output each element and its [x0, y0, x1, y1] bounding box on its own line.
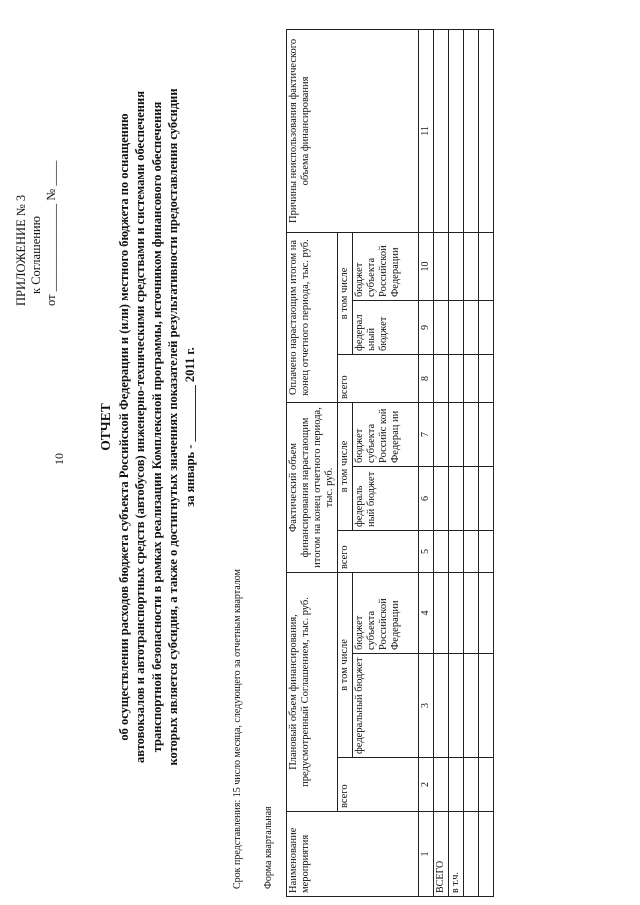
table-cell — [434, 232, 449, 300]
row-label-including: в т.ч. — [449, 812, 464, 897]
table-cell — [434, 402, 449, 466]
header-subject-budget: бюджет субъекта Российской Федерации — [353, 573, 419, 654]
table-cell — [479, 758, 494, 812]
table-cell — [449, 402, 464, 466]
submission-deadline: Срок представления: 15 число месяца, следующего за отчетным кварталом — [232, 569, 243, 889]
table-cell — [479, 654, 494, 758]
column-number: 7 — [419, 402, 434, 466]
header-subject-budget: бюджет субъекта Российс кой Федерац ии — [353, 402, 419, 466]
table-cell — [449, 354, 464, 402]
table-cell — [464, 467, 479, 531]
table-cell — [479, 531, 494, 573]
report-title — [98, 67, 198, 787]
table-cell — [434, 654, 449, 758]
table-cell — [449, 467, 464, 531]
table-cell — [479, 354, 494, 402]
table-cell — [434, 29, 449, 232]
appendix-title: ПРИЛОЖЕНИЕ № 3 — [14, 194, 28, 306]
form-type: Форма квартальная — [263, 806, 274, 889]
header-federal-budget: федеральный бюджет — [353, 654, 419, 758]
header-planned-funding: Плановый объем финансирования, предусмотренный Соглашением, тыс. руб. — [287, 573, 338, 812]
table-cell — [464, 232, 479, 300]
header-actual-funding: Фактический объем финансирования нарастающим итогом на конец отчетного периода, тыс. руб. — [287, 402, 338, 572]
header-reasons: Причины неиспользования фактического объема финансирования — [287, 29, 419, 232]
table-cell — [449, 300, 464, 354]
column-number: 8 — [419, 354, 434, 402]
table-cell — [464, 812, 479, 897]
table-row-including — [449, 29, 464, 896]
table-cell — [434, 531, 449, 573]
page-number: 10 — [52, 453, 66, 465]
table-cell — [449, 29, 464, 232]
table-cell — [434, 573, 449, 654]
table-cell — [449, 573, 464, 654]
report-title-line: автовокзалов и автотранспортных средств (автобусов) инженерно-техническими средствами и системами обеспечения — [133, 91, 147, 763]
column-number: 3 — [419, 654, 434, 758]
report-title-line: транспортной безопасности в рамках реализации Комплексной программы, источником финансового обеспечения — [149, 101, 164, 753]
table-cell — [434, 758, 449, 812]
header-total: всего — [338, 354, 419, 402]
header-total: всего — [338, 758, 419, 812]
table-cell — [464, 300, 479, 354]
table-row-empty — [464, 29, 479, 896]
header-subject-budget: бюджет субъекта Российской Федерации — [353, 232, 419, 300]
table-cell — [449, 531, 464, 573]
appendix-date-number: от ______________ № ____ — [44, 160, 58, 306]
table-cell — [464, 573, 479, 654]
header-total: всего — [338, 531, 419, 573]
table-row-empty — [479, 29, 494, 896]
column-number: 6 — [419, 467, 434, 531]
table-cell — [479, 573, 494, 654]
column-number: 9 — [419, 300, 434, 354]
report-title-line: за январь - _________ 2011 г. — [182, 347, 197, 507]
row-label-total: ВСЕГО — [434, 812, 449, 897]
table-cell — [464, 29, 479, 232]
table-cell — [479, 812, 494, 897]
appendix-header — [14, 46, 59, 306]
table-cell — [464, 654, 479, 758]
column-number: 5 — [419, 531, 434, 573]
table-cell — [464, 402, 479, 466]
table-cell — [449, 654, 464, 758]
table-cell — [434, 467, 449, 531]
column-number: 11 — [419, 29, 434, 232]
table-header-row — [287, 29, 338, 896]
table-cell — [479, 29, 494, 232]
header-federal-budget: федерал ьный бюджет — [353, 300, 419, 354]
appendix-agreement: к Соглашению — [29, 216, 43, 294]
table-cell — [434, 300, 449, 354]
table-row-total — [434, 29, 449, 896]
report-title-line: об осуществлении расходов бюджета субъекта Российской Федерации и (или) местного бюджета по оснащению — [116, 113, 131, 741]
column-number: 10 — [419, 232, 434, 300]
table-cell — [434, 354, 449, 402]
report-table — [286, 29, 494, 897]
table-cell — [464, 354, 479, 402]
column-number-row — [419, 29, 434, 896]
table-cell — [464, 758, 479, 812]
table-cell — [479, 232, 494, 300]
report-title-line: которых является субсидия, а также о достигнутых значениях показателей результативности предоставления субсидии — [166, 88, 180, 766]
column-number: 1 — [419, 812, 434, 897]
column-number: 2 — [419, 758, 434, 812]
column-number: 4 — [419, 573, 434, 654]
header-including: в том числе — [338, 573, 353, 758]
header-federal-budget: федераль ный бюджет — [353, 467, 419, 531]
table-cell — [449, 758, 464, 812]
table-cell — [479, 402, 494, 466]
header-measure-name: Наименование мероприятия — [287, 812, 419, 897]
header-including: в том числе — [338, 232, 353, 354]
header-paid: Оплачено нарастающим итогом на конец отчетного периода, тыс. руб. — [287, 232, 338, 402]
table-cell — [479, 467, 494, 531]
header-including: в том числе — [338, 402, 353, 530]
table-cell — [479, 300, 494, 354]
table-cell — [464, 531, 479, 573]
report-title-word: ОТЧЕТ — [98, 403, 113, 451]
table-cell — [449, 232, 464, 300]
